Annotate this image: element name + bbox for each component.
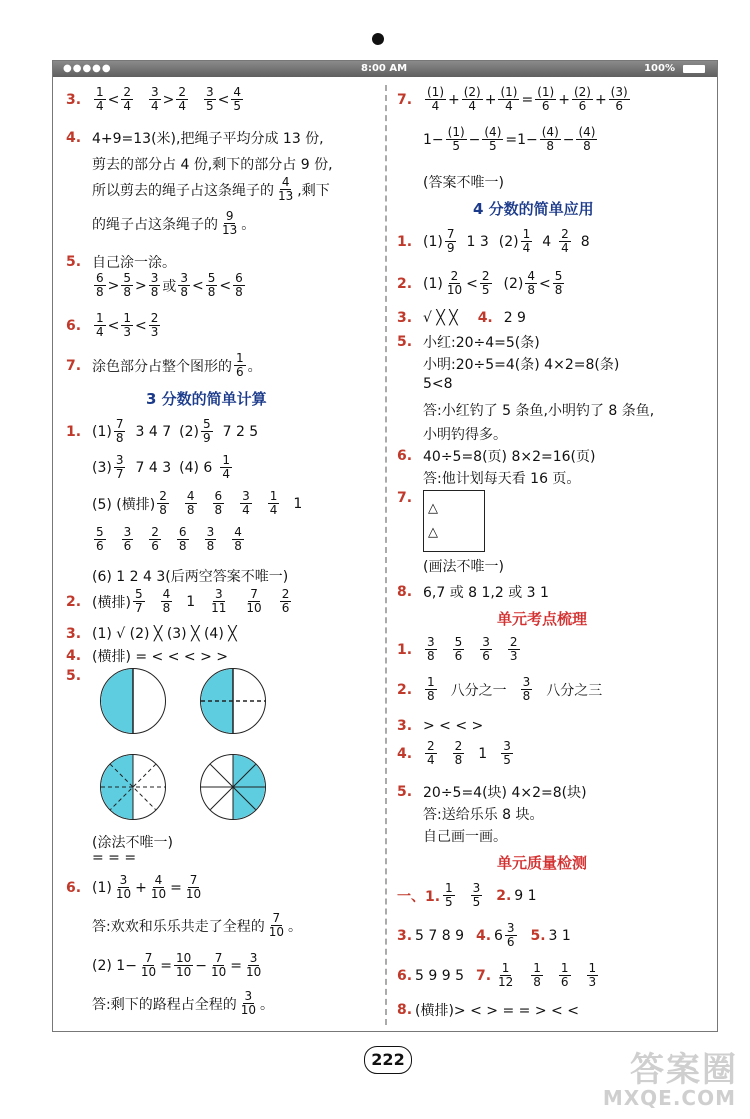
battery-percent: 100% (644, 63, 675, 74)
s3-answer-2: 2. (横排) 5 7 4 8 1 3 11 7 10 2 6 (66, 587, 290, 615)
s4-answer-7: 7. △ △ (397, 490, 485, 552)
review-answer-2: 2. 1 8 八分之一 3 8 八分之三 (397, 675, 603, 703)
s3-answer-1-row1: 1. (1) 7 8 3 4 7 (2) 5 9 7 2 5 (66, 417, 259, 445)
s3-answer-3: 3. (1) √ (2) ╳ (3) ╳ (4) ╳ (66, 626, 237, 642)
s4-answer-5-line1: 5. 小红:20÷4=5(条) (397, 334, 540, 351)
s3-answer-1-row2: (3) 3 7 7 4 3 (4) 6 1 4 (92, 453, 230, 481)
s3-answer-1-row4: 5 6 3 6 2 6 6 8 3 8 4 8 (96, 525, 242, 553)
answer-7-note: (答案不唯一) (423, 175, 504, 191)
s4-answer-3-4: 3. √ ╳ ╳ 4. 2 9 (397, 310, 526, 326)
status-bar (53, 61, 717, 77)
s3-answer-4: 4. (横排) = < < < > > (66, 648, 229, 665)
answer-4-line2: 剪去的部分占 4 份,剩下的部分占 9 份, (92, 157, 333, 173)
s3-answer-1-row5: (6) 1 2 4 3(后两空答案不唯一) (92, 569, 289, 585)
test-answer-3-4-5: 3. 5 7 8 9 4. 6 3 6 5. 3 1 (397, 921, 571, 949)
s4-answer-6-line2: 答:他计划每天看 16 页。 (423, 471, 581, 487)
s4-answer-5-line2: 小明:20÷5=4(条) 4×2=8(条) (423, 357, 620, 373)
s3-answer-6-part2: (2) 1− $\frac{7}{10}$ = 10 10 − 7 10 = 3 10 (92, 951, 262, 979)
section-3-title: 3 分数的简单计算 (146, 390, 267, 408)
answer-4-line1: 4. 4+9=13(米),把绳子平均分成 13 份, (66, 130, 324, 147)
s3-answer-5-note: (涂法不唯一) (92, 835, 173, 851)
s4-answer-5-line3: 5<8 (423, 376, 453, 392)
watermark-url: MXQE.COM (602, 1086, 736, 1110)
s4-answer-1: 1. (1) 7 9 1 3 (2) 1 4 4 2 4 8 (397, 227, 590, 255)
s4-answer-2: 2. (1) 2 10 < 2 5 (2) 4 8 < 5 8 (397, 269, 563, 297)
answer-5-line2: 6 8 > 5 8 > 3 8 或 3 8 < 5 8 < 6 8 (96, 271, 243, 299)
s4-answer-5-line5: 小明钓得多。 (423, 427, 507, 443)
s3-answer-1-row3: (5) (横排) 2 8 4 8 6 8 3 4 1 4 1 (92, 489, 303, 517)
pie-quarters-filled (200, 668, 266, 734)
column-divider (385, 85, 387, 1025)
review-answer-3: 3. > < < > (397, 718, 484, 734)
s3-answer-6-part1: 6. (1) 3 10 + 4 10 = 7 10 (66, 873, 202, 901)
review-answer-1: 1. 3 8 5 6 3 6 2 3 (397, 635, 518, 663)
answer-5-line1: 5. 自己涂一涂。 (66, 254, 176, 271)
triangle-icon: △ (428, 501, 438, 516)
section-test-title: 单元质量检测 (497, 854, 588, 872)
watermark-logo: 答案圈 (630, 1050, 738, 1090)
review-answer-5-line1: 5. 20÷5=4(块) 4×2=8(块) (397, 784, 587, 801)
s3-answer-5-equals: = = = (92, 850, 137, 866)
pie-eighths-filled-right (200, 754, 266, 820)
answer-7-line1: 7. (1) 4 + (2) 4 + (1) 4 = (1) 6 + (2) 6 + (3) 6 (397, 85, 628, 113)
s3-answer-5: 5. (66, 668, 82, 684)
answer-3: 3. 1 4 < 2 4 3 4 > 2 4 3 5 < 4 5 (66, 85, 242, 113)
s4-answer-7-note: (画法不唯一) (423, 559, 504, 575)
status-time: 8:00 AM (361, 63, 408, 74)
signal-icon: ●●●●● (63, 63, 112, 74)
pie-eighths-filled-left (100, 754, 166, 820)
section-4-title: 4 分数的简单应用 (473, 200, 594, 218)
review-answer-5-line2: 答:送给乐乐 8 块。 (423, 807, 544, 823)
answer-7-line2: 1− (1) 5 − (4) 5 =1− (4) 8 − (4) 8 (423, 125, 596, 153)
section-review-title: 单元考点梳理 (497, 610, 588, 628)
battery-icon (683, 65, 705, 73)
test-answer-8: 8. (横排)> < > = = > < < (397, 1002, 579, 1019)
test-answer-1-2: 一、1. 1 5 3 5 2. 9 1 (397, 881, 537, 909)
review-answer-4: 4. 2 4 2 8 1 3 5 (397, 739, 511, 767)
s3-answer-6-answer1: 答:欢欢和乐乐共走了全程的 7 10 。 (92, 911, 302, 939)
test-answer-6-7: 6. 5 9 9 5 7. 1 12 1 8 1 6 1 3 (397, 961, 597, 989)
s4-answer-6-line1: 6. 40÷5=8(页) 8×2=16(页) (397, 448, 596, 465)
triangle-icon: △ (428, 525, 438, 540)
answer-7: 7. 涂色部分占整个图形的 1 6 。 (66, 351, 262, 379)
answer-6: 6. 1 4 < 1 3 < 2 3 (66, 311, 159, 339)
page-number: 222 (364, 1046, 412, 1074)
s4-answer-8: 8. 6,7 或 8 1,2 或 3 1 (397, 584, 549, 601)
s4-answer-5-line4: 答:小红钓了 5 条鱼,小明钓了 8 条鱼, (423, 403, 655, 419)
pie-halves-filled-left (100, 668, 166, 734)
review-answer-5-line3: 自己画一画。 (423, 829, 507, 845)
s3-answer-6-answer2: 答:剩下的路程占全程的 3 10 。 (92, 989, 274, 1017)
triangle-drawing-box (423, 490, 485, 552)
front-camera-icon (372, 33, 384, 45)
answer-4-line3: 所以剪去的绳子占这条绳子的 4 13 ,剩下 (92, 175, 330, 203)
answer-4-line4: 的绳子占这条绳子的 9 13 。 (92, 209, 256, 237)
